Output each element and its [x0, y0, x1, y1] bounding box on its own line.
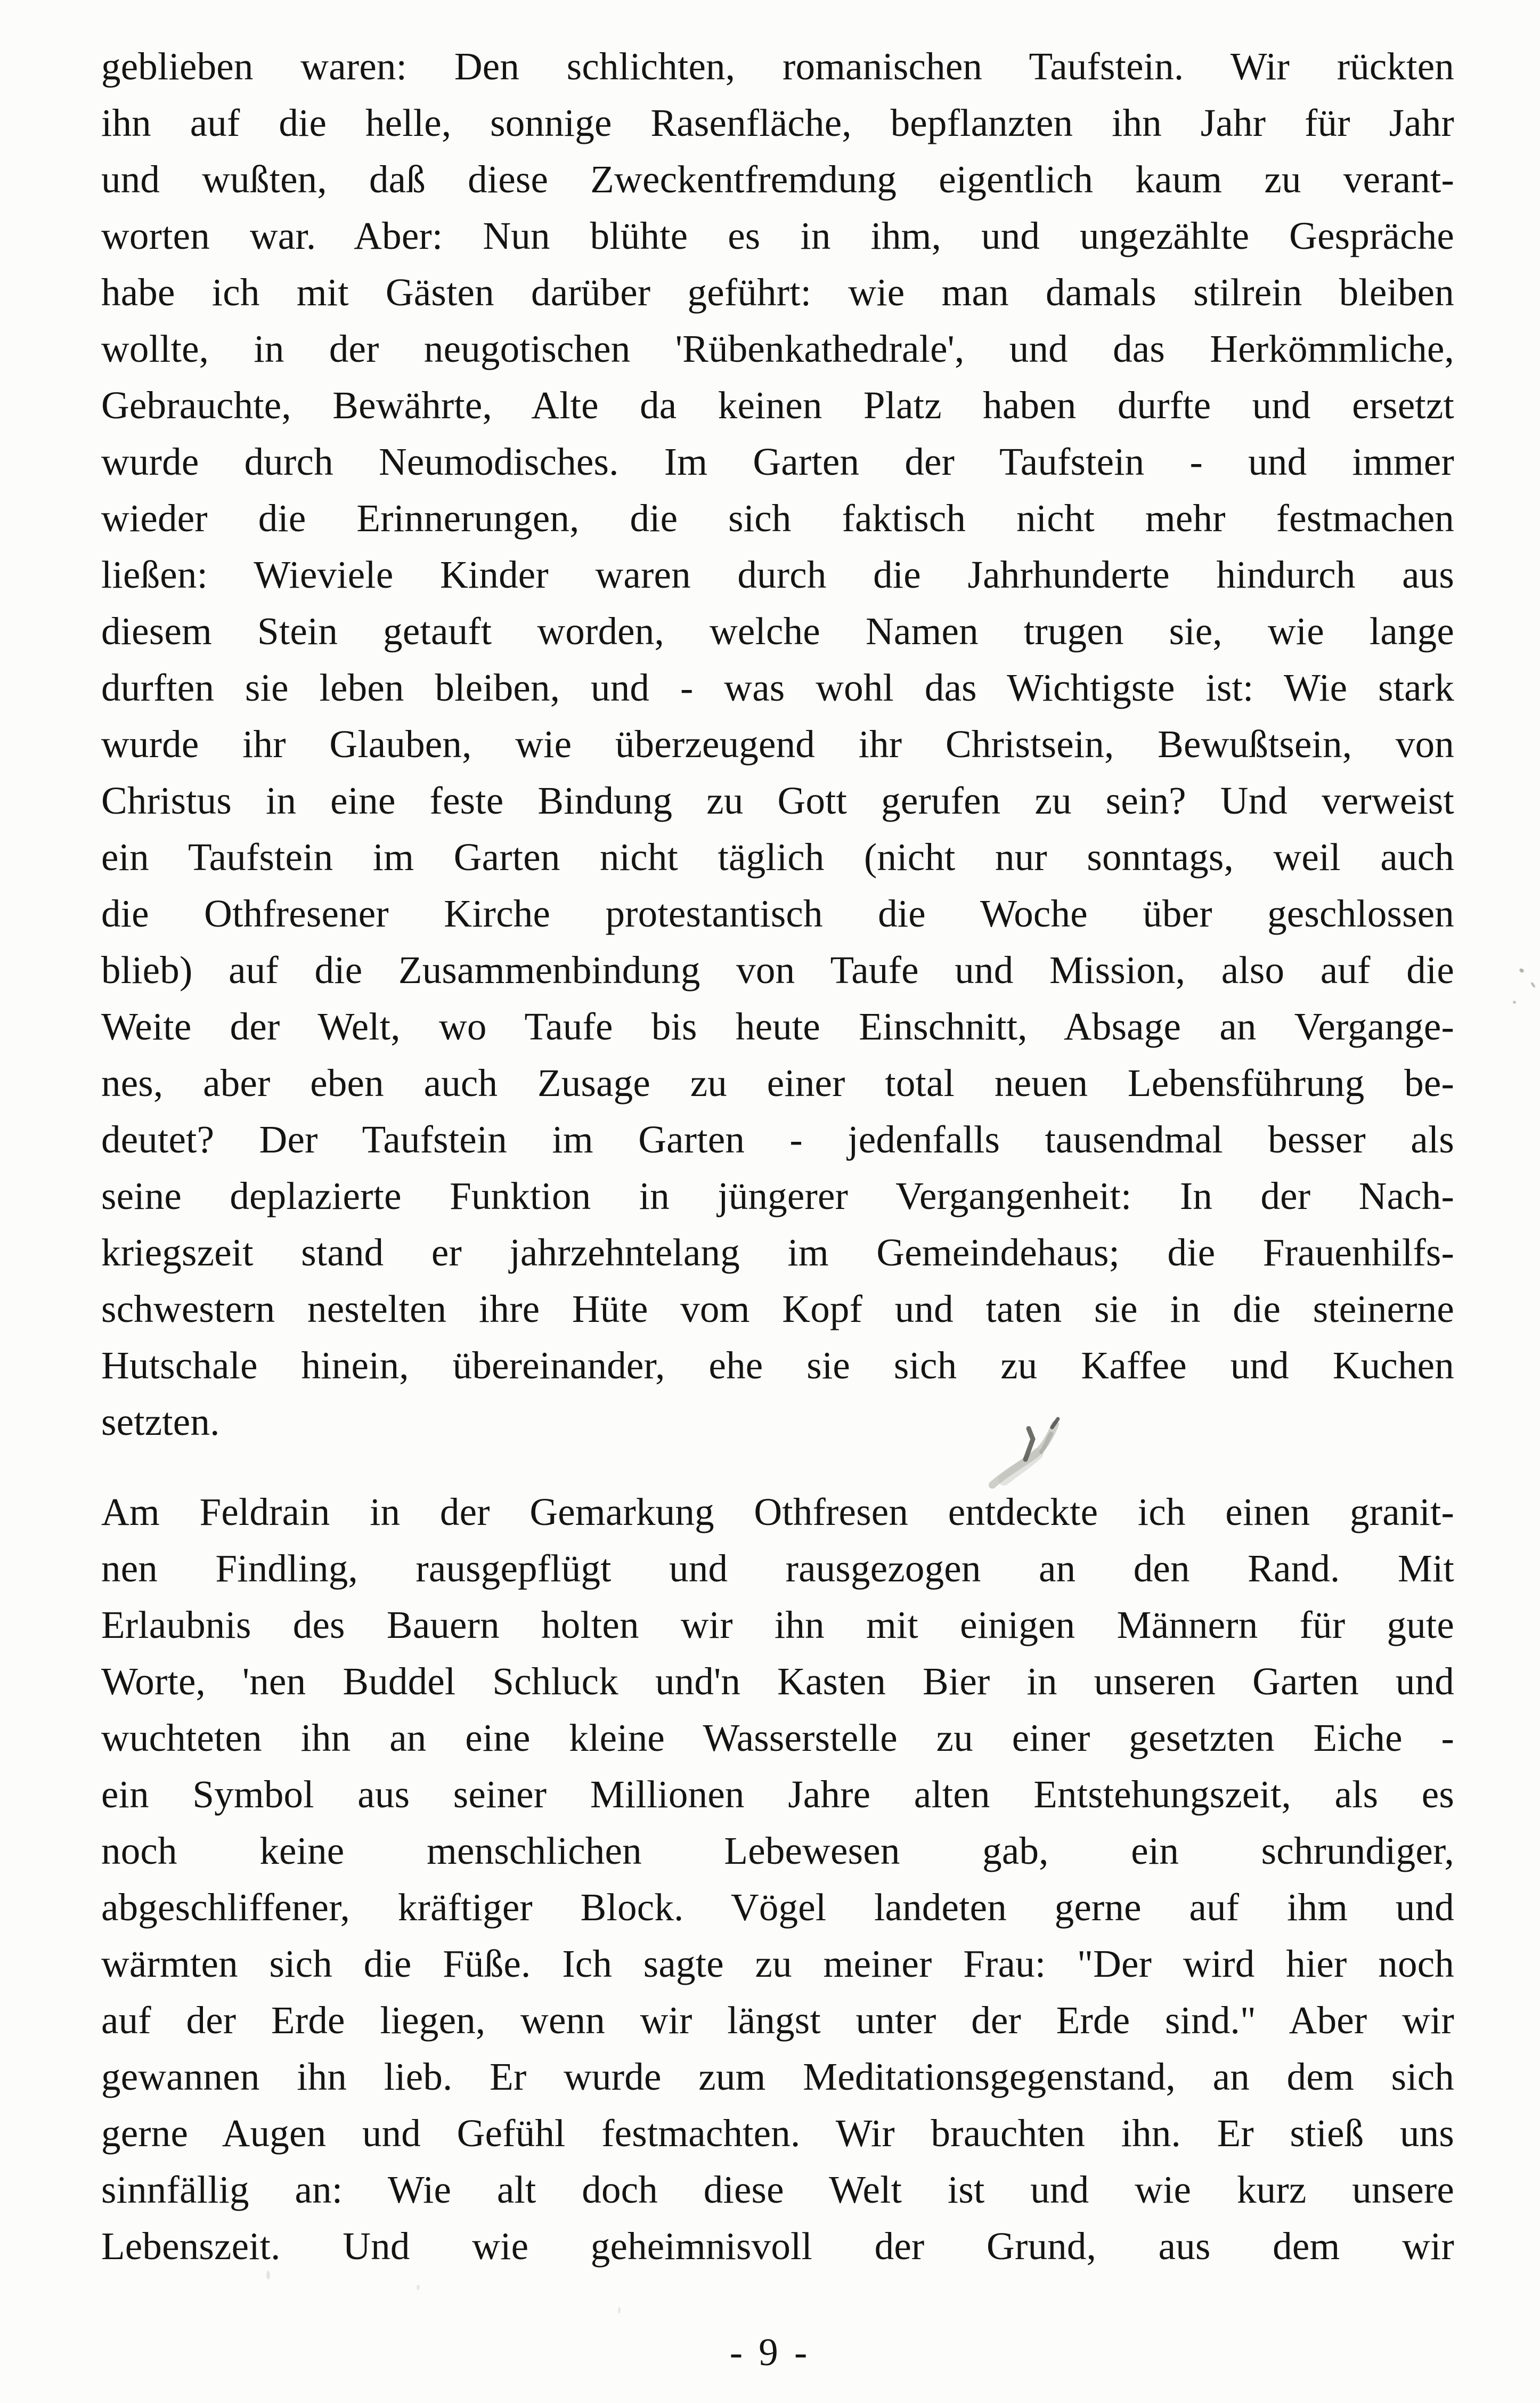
text-line: wurde ihr Glauben, wie überzeugend ihr Christsein, Bewußtsein, von	[101, 722, 1454, 766]
text-line: Gebrauchte, Bewährte, Alte da keinen Platz haben durfte und ersetzt	[101, 384, 1454, 427]
scan-speck	[1519, 968, 1525, 973]
text-line: Worte, 'nen Buddel Schluck und'n Kasten Bier in unseren Garten und	[101, 1660, 1454, 1703]
text-line: die Othfresener Kirche protestantisch die Woche über geschlossen	[101, 892, 1454, 935]
text-line: durften sie leben bleiben, und - was wohl das Wichtigste ist: Wie stark	[101, 666, 1454, 709]
text-line: ihn auf die helle, sonnige Rasenfläche, bepflanzten ihn Jahr für Jahr	[101, 101, 1454, 144]
text-line: nen Findling, rausgepflügt und rausgezogen an den Rand. Mit	[101, 1547, 1454, 1590]
scan-speck	[417, 2285, 420, 2290]
page-text	[101, 38, 1454, 2275]
text-line: ließen: Wieviele Kinder waren durch die Jahrhunderte hindurch aus	[101, 553, 1454, 596]
text-line: ein Symbol aus seiner Millionen Jahre alten Entstehungszeit, als es	[101, 1773, 1454, 1816]
scan-speck	[1530, 981, 1536, 988]
text-line: setzten.	[101, 1400, 220, 1443]
text-line: Hutschale hinein, übereinander, ehe sie sich zu Kaffee und Kuchen	[101, 1344, 1454, 1387]
text-line: wuchteten ihn an eine kleine Wasserstelle zu einer gesetzten Eiche -	[101, 1716, 1454, 1759]
text-line: noch keine menschlichen Lebewesen gab, ein schrundiger,	[101, 1829, 1454, 1872]
paragraph	[101, 1484, 1454, 2275]
page-number: - 9 -	[729, 2331, 811, 2374]
scan-speck	[266, 2271, 270, 2279]
text-line: habe ich mit Gästen darüber geführt: wie man damals stilrein bleiben	[101, 271, 1454, 314]
text-line: auf der Erde liegen, wenn wir längst unter der Erde sind." Aber wir	[101, 1999, 1454, 2042]
scan-speck	[618, 2307, 621, 2313]
text-line: worten war. Aber: Nun blühte es in ihm, und ungezählte Gespräche	[101, 214, 1454, 257]
text-line: geblieben waren: Den schlichten, romanischen Taufstein. Wir rückten	[101, 45, 1454, 88]
text-line: wieder die Erinnerungen, die sich faktisch nicht mehr festmachen	[101, 497, 1454, 540]
text-line: gerne Augen und Gefühl festmachten. Wir brauchten ihn. Er stieß uns	[101, 2112, 1454, 2155]
ink-smudge-mark	[988, 1415, 1079, 1492]
text-line: deutet? Der Taufstein im Garten - jedenfalls tausendmal besser als	[101, 1118, 1454, 1161]
text-line: seine deplazierte Funktion in jüngerer Vergangenheit: In der Nach-	[101, 1174, 1454, 1217]
text-line: sinnfällig an: Wie alt doch diese Welt ist und wie kurz unsere	[101, 2168, 1454, 2211]
text-line: wurde durch Neumodisches. Im Garten der Taufstein - und immer	[101, 440, 1454, 483]
text-line: diesem Stein getauft worden, welche Namen trugen sie, wie lange	[101, 610, 1454, 653]
text-line: wärmten sich die Füße. Ich sagte zu meiner Frau: "Der wird hier noch	[101, 1942, 1454, 1985]
text-line: nes, aber eben auch Zusage zu einer total neuen Lebensführung be-	[101, 1061, 1454, 1105]
text-line: wollte, in der neugotischen 'Rübenkathedrale', und das Herkömmliche,	[101, 327, 1454, 370]
text-line: Am Feldrain in der Gemarkung Othfresen entdeckte ich einen granit-	[101, 1490, 1454, 1533]
text-line: blieb) auf die Zusammenbindung von Taufe und Mission, also auf die	[101, 948, 1454, 992]
text-line: Weite der Welt, wo Taufe bis heute Einschnitt, Absage an Vergange-	[101, 1005, 1454, 1048]
text-line: Christus in eine feste Bindung zu Gott gerufen zu sein? Und verweist	[101, 779, 1454, 822]
text-line: schwestern nestelten ihre Hüte vom Kopf und taten sie in die steinerne	[101, 1287, 1454, 1330]
text-line: gewannen ihn lieb. Er wurde zum Meditationsgegenstand, an dem sich	[101, 2055, 1454, 2098]
text-line: kriegszeit stand er jahrzehntelang im Gemeindehaus; die Frauenhilfs-	[101, 1231, 1454, 1274]
text-line: und wußten, daß diese Zweckentfremdung eigentlich kaum zu verant-	[101, 158, 1454, 201]
text-line: Erlaubnis des Bauern holten wir ihn mit einigen Männern für gute	[101, 1603, 1454, 1646]
text-line: Lebenszeit. Und wie geheimnisvoll der Grund, aus dem wir	[101, 2225, 1454, 2268]
text-line: ein Taufstein im Garten nicht täglich (nicht nur sonntags, weil auch	[101, 835, 1454, 879]
text-line: abgeschliffener, kräftiger Block. Vögel landeten gerne auf ihm und	[101, 1886, 1454, 1929]
scan-speck	[1513, 1001, 1516, 1004]
paragraph	[101, 38, 1454, 1450]
